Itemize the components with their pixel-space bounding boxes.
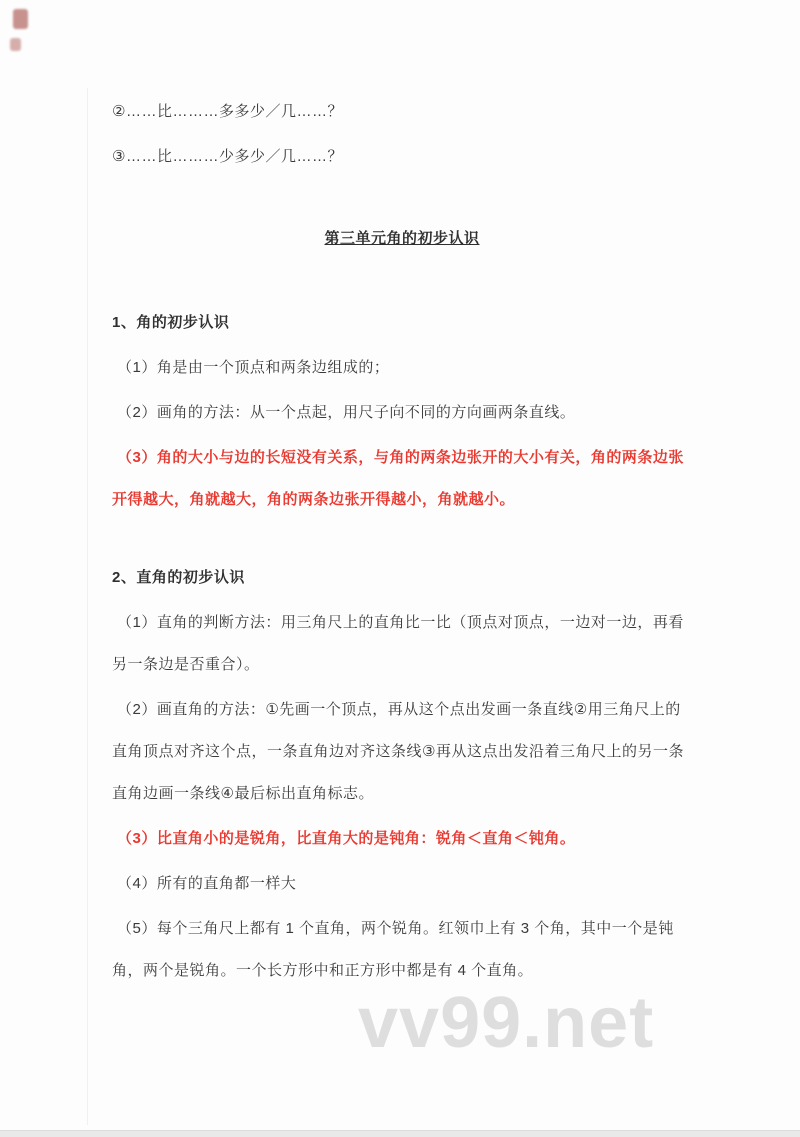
section1-heading: 1、角的初步认识 (112, 314, 230, 331)
watermark: vv99.net (358, 983, 655, 1063)
section2-heading: 2、直角的初步认识 (112, 569, 245, 586)
section1-item-3: （3）角的大小与边的长短没有关系，与角的两条边张开的大小有关，角的两条边张开得越大，角就越大，角的两条边张开得越小，角就越小。 (112, 449, 684, 508)
section2-item-4: （4）所有的直角都一样大 (117, 875, 297, 892)
section2-item-2: （2）画直角的方法：①先画一个顶点，再从这个点出发画一条直线②用三角尺上的直角顶点对齐这个点，一条直角边对齐这条线③再从这点出发沿着三角尺上的另一条直角边画一条线④最后标出直角标志。 (112, 701, 684, 802)
list-item-3: ③……比………少多少／几……？ (112, 148, 343, 165)
section2-item-3: （3）比直角小的是锐角，比直角大的是钝角：锐角＜直角＜钝角。 (117, 830, 576, 847)
section2-item-1: （1）直角的判断方法：用三角尺上的直角比一比（顶点对顶点，一边对一边，再看另一条边是否重合）。 (112, 614, 684, 673)
section2-item-5: （5）每个三角尺上都有 1 个直角，两个锐角。红领巾上有 3 个角，其中一个是钝角，两个是锐角。一个长方形中和正方形中都是有 4 个直角。 (112, 920, 674, 979)
page-bottom-edge (0, 1130, 800, 1137)
section1-item-2: （2）画角的方法：从一个点起，用尺子向不同的方向画两条直线。 (117, 404, 576, 421)
unit-title: 第三单元角的初步认识 (324, 230, 480, 247)
list-item-2: ②……比………多多少／几……？ (112, 103, 343, 120)
section1-item-1: （1）角是由一个顶点和两条边组成的； (117, 359, 390, 376)
